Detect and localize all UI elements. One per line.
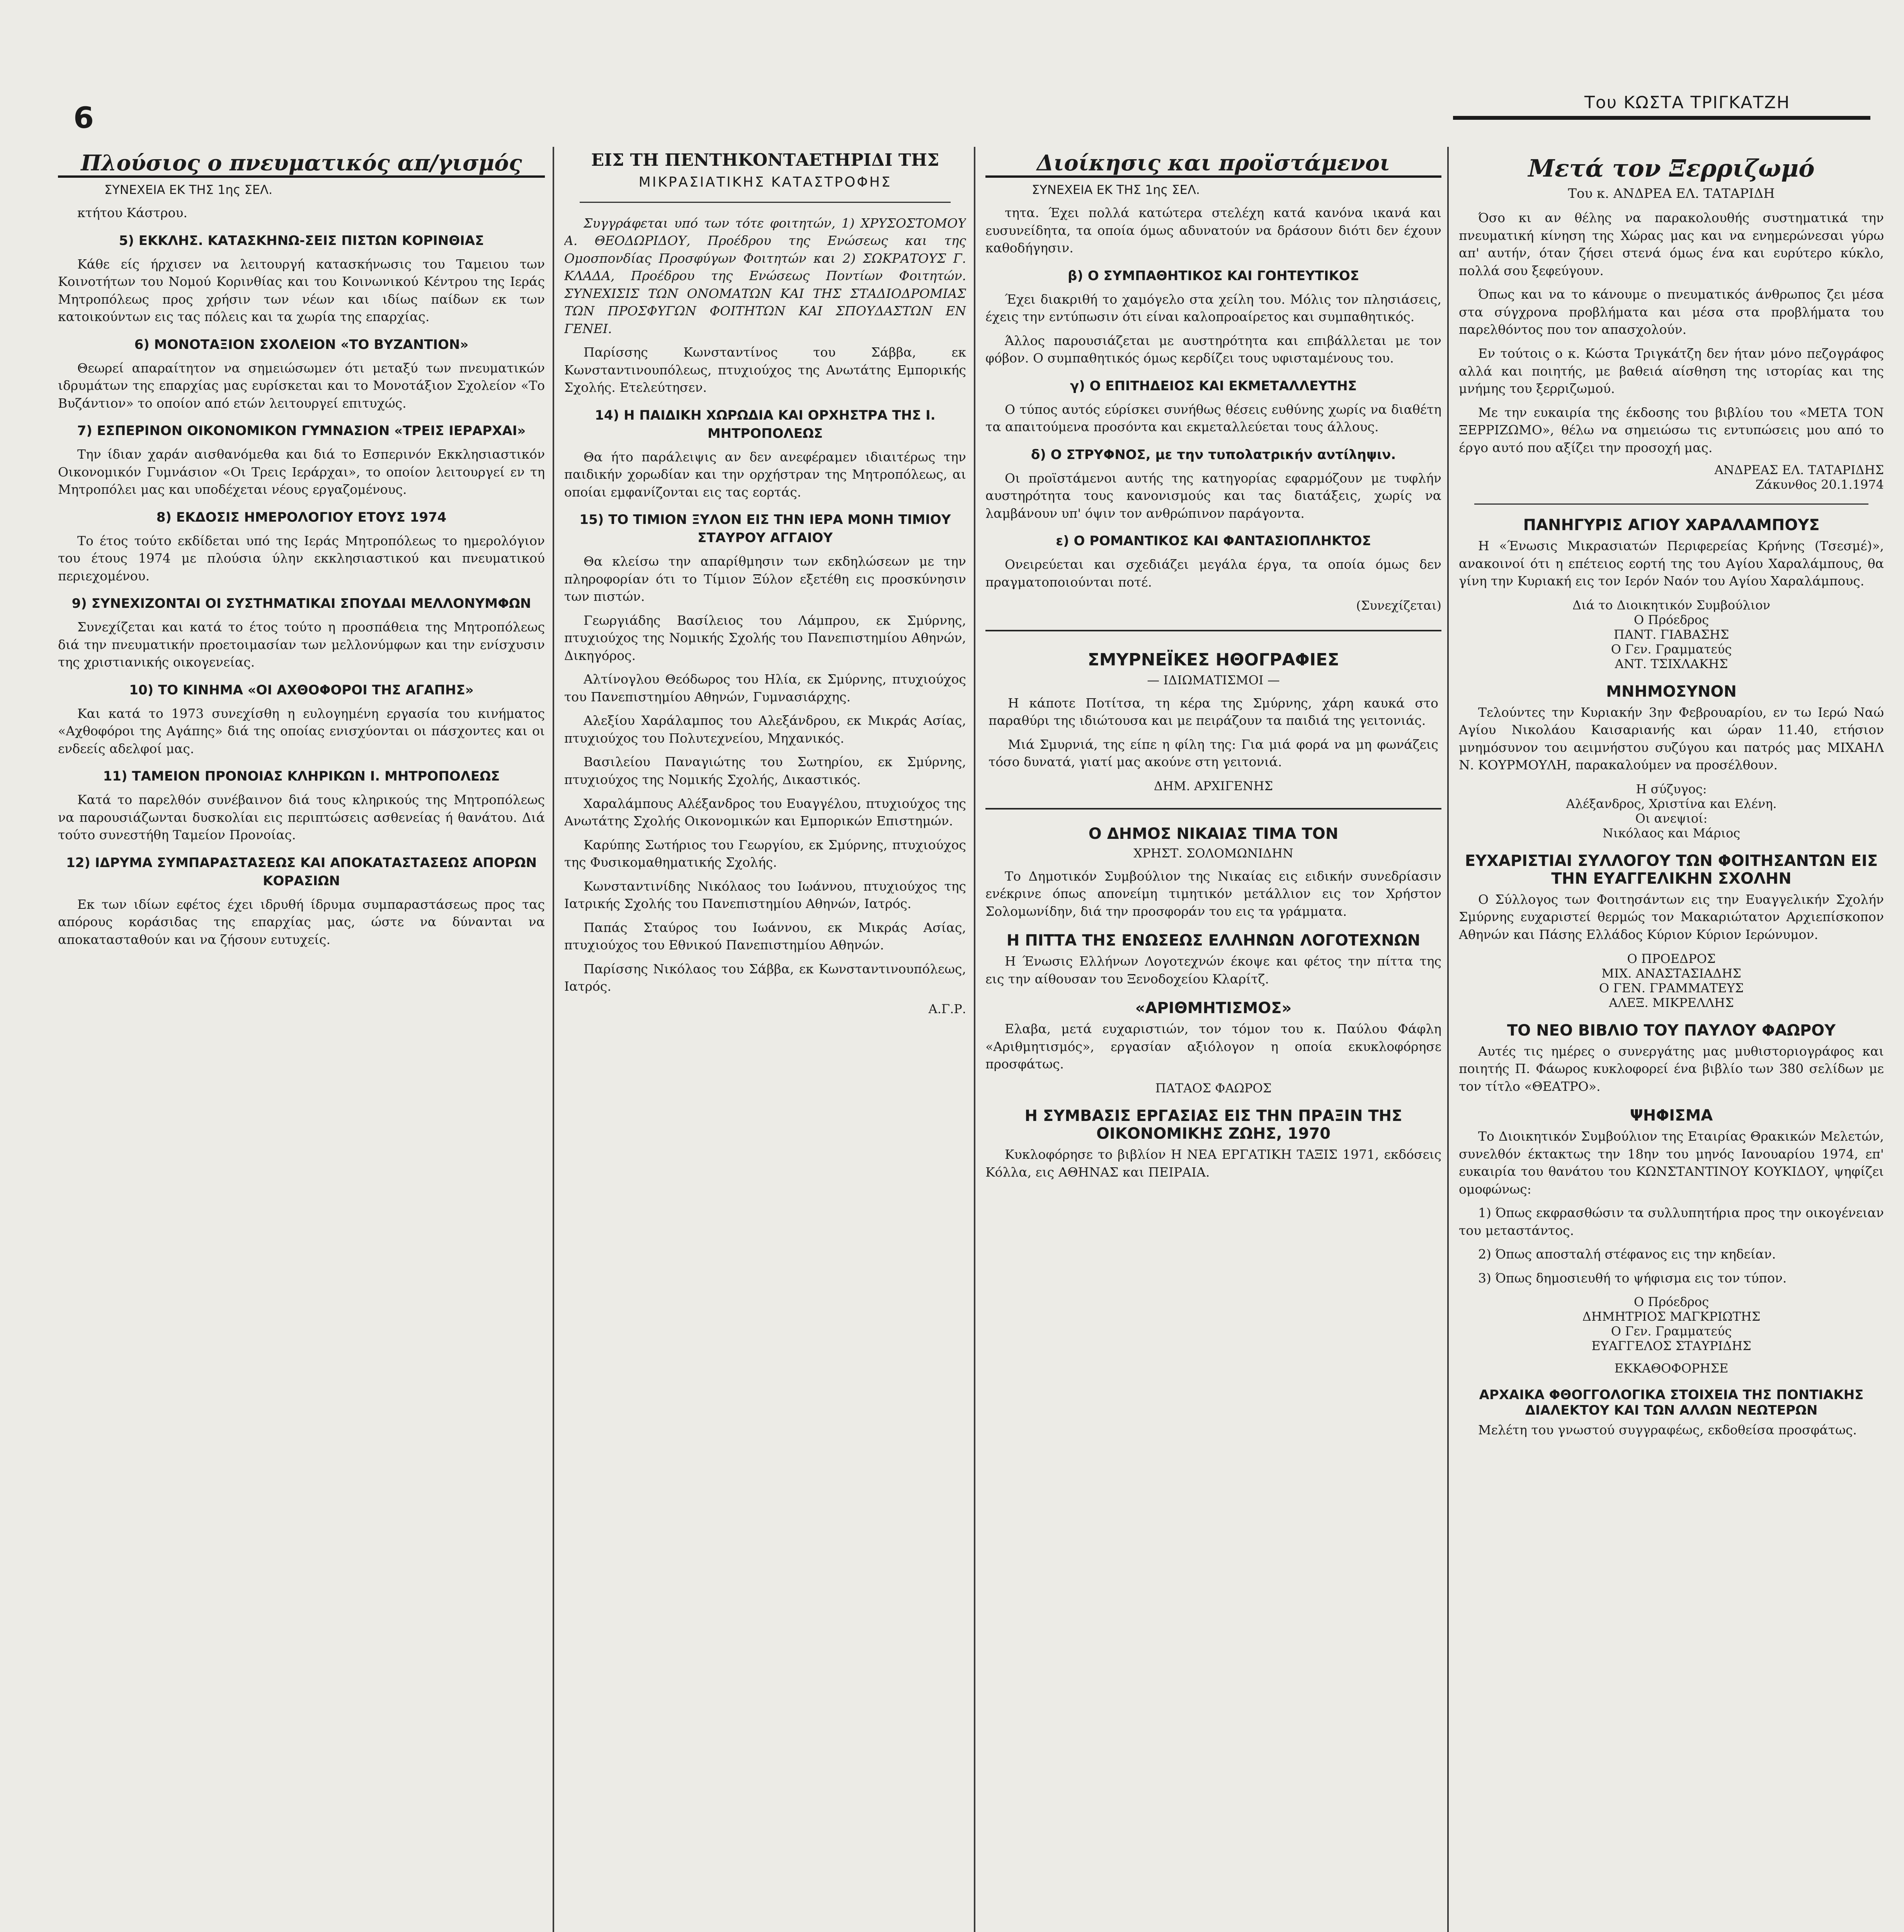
col1-p: Εκ των ιδίων εφέτος έχει ιδρυθή ίδρυμα συμπαραστάσεως προς τας απόρους κοράσιδας της επαρχίας μας, ώστε να δύνανται να αποκατασταθούν και να ζήσουν ευτυχείς. [58,896,545,947]
col2-title: ΕΙΣ ΤΗ ΠΕΝΤΗΚΟΝΤΑΕΤΗΡΙΔΙ ΤΗΣ [591,150,939,170]
notice-sign-line: Ο ΠΡΟΕΔΡΟΣ [1627,951,1716,966]
col3-box-smyrna [985,630,1441,810]
notice-sign-line: ΑΛΕΞ. ΜΙΚΡΕΛΛΗΣ [1609,995,1734,1010]
col2-p: Παρίσσης Νικόλαος του Σάββα, εκ Κωνσταντινουπόλεως, Ιατρός. [564,961,966,994]
notice-pre: ΕΚΚΑΘΟΦΟΡΗΣΕ [1614,1361,1729,1376]
col3-box4-title: «ΑΡΙΘΜΗΤΙΣΜΟΣ» [1135,999,1292,1017]
notice-body [1459,704,1884,774]
col3-p: Έχει διακριθή το χαμόγελο στα χείλη του. Μόλις τον πλησιάσεις, έχεις την εντύπωσιν ότι είναι καλοπροαίρετος και συμπαθητικός. [985,291,1441,325]
notice-body [1459,1421,1884,1439]
col2-p: Βασιλείου Παναγιώτης του Σωτηρίου, εκ Σμύρνης, πτυχιούχος της Νομικής Σχολής, Δικαστικός. [564,754,966,787]
column-divider [553,147,554,1932]
notice-p: 2) Όπως αποσταλή στέφανος εις την κηδείαν. [1478,1247,1776,1262]
notice-sign [1459,951,1884,1010]
box4-p: Ελαβα, μετά ευχαριστιών, τον τόμον του κ. Παύλου Φάφλη «Αριθμητισμός», εργασίαν αξιόλογον η οποία εκυκλοφόρησε προσφάτως. [985,1021,1441,1072]
notice-body [1459,1128,1884,1287]
box-p: Η κάποτε Ποτίτσα, τη κέρα της Σμύρνης, χάρη καυκά στο παραθύρι της ιδιώτουσα και με πειράζουν τα παιδιά της γειτονιάς. [989,695,1438,728]
notice-title: ΨΗΦΙΣΜΑ [1630,1107,1713,1125]
col3-section: δ) Ο ΣΤΡΥΦΝΟΣ, με την τυπολατρικήν αντίληψιν. [1031,447,1396,463]
col4-byline: Του κ. ΑΝΔΡΕΑ ΕΛ. ΤΑΤΑΡΙΔΗ [1568,186,1775,202]
notice-sign [1459,598,1884,671]
box-body [989,694,1438,771]
col3-p: Οι προϊστάμενοι αυτής της κατηγορίας εφαρμόζουν με τυφλήν αυστηρότητα τους κανονισμούς και τας διατάξεις, χωρίς να λαμβάνουν υπ' όψιν τον ανθρώπινον παράγοντα. [985,470,1441,521]
col4-p: Με την ευκαιρία της έκδοσης του βιβλίου του «ΜΕΤΑ ΤΟΝ ΞΕΡΡΙΖΩΜΟ», θέλω να σημειώσω τις εντυπώσεις μου από το έργο αυτό που αξίζει την προσοχή μας. [1459,405,1884,455]
col2-p: Παρίσσης Κωνσταντίνος του Σάββα, εκ Κωνσταντινουπόλεως, πτυχιούχος της Ανωτάτης Εμπορικής Σχολής. Ετελεύτησεν. [564,345,966,395]
notice-title: ΤΟ ΝΕΟ ΒΙΒΛΙΟ ΤΟΥ ΠΑΥΛΟΥ ΦΑΩΡΟΥ [1507,1021,1836,1039]
col2-section: 15) ΤΟ ΤΙΜΙΟΝ ΞΥΛΟΝ ΕΙΣ ΤΗΝ ΙΕΡΑ ΜΟΝΗ ΤΙΜΙΟΥ ΣΤΑΥΡΟΥ ΑΓΓΑΙΟΥ [579,512,951,546]
box3-p: Η Ένωσις Ελλήνων Λογοτεχνών έκοψε και φέτος την πίττα της εις την αίθουσαν του Ξενοδοχείου Κλαρίτζ. [985,954,1441,986]
notice-sign-line: ΔΗΜΗΤΡΙΟΣ ΜΑΓΚΡΙΩΤΗΣ [1582,1309,1761,1324]
col3-box3-title: Η ΠΙΤΤΑ ΤΗΣ ΕΝΩΣΕΩΣ ΕΛΛΗΝΩΝ ΛΟΓΟΤΕΧΝΩΝ [1006,932,1421,950]
col2-section: 14) Η ΠΑΙΔΙΚΗ ΧΩΡΩΔΙΑ ΚΑΙ ΟΡΧΗΣΤΡΑ ΤΗΣ Ι. ΜΗΤΡΟΠΟΛΕΩΣ [595,407,936,441]
column-divider [1447,147,1449,1932]
col1-section: 9) ΣΥΝΕΧΙΖΟΝΤΑΙ ΟΙ ΣΥΣΤΗΜΑΤΙΚΑΙ ΣΠΟΥΔΑΙ ΜΕΛΛΟΝΥΜΦΩΝ [71,596,531,612]
notice-sign-line: Ο Γεν. Γραμματεύς [1611,641,1732,656]
col3-section: γ) Ο ΕΠΙΤΗΔΕΙΟΣ ΚΑΙ ΕΚΜΕΤΑΛΛΕΥΤΗΣ [1070,378,1357,394]
notice-sign-line: Νικόλαος και Μάριος [1602,825,1741,840]
col1-p: Συνεχίζεται και κατά το έτος τούτο η προσπάθεια της Μητροπόλεως διά την πνευματικήν προετοιμασίαν των μελλονύμφων και την ενίσχυσιν της χριστιανικής οικογενείας. [58,619,545,670]
col3-title: Διοίκησις και προϊστάμενοι [985,151,1441,178]
col2-body [564,214,966,995]
col2-signature: Α.Γ.Ρ. [928,1001,966,1016]
col1-section: 12) ΙΔΡΥΜΑ ΣΥΜΠΑΡΑΣΤΑΣΕΩΣ ΚΑΙ ΑΠΟΚΑΤΑΣΤΑΣΕΩΣ ΑΠΟΡΩΝ ΚΟΡΑΣΙΩΝ [66,855,537,889]
notice-sign-line: Ο Πρόεδρος [1633,1294,1709,1310]
notice-sign-line: Οι ανεψιοί: [1635,811,1708,826]
column-divider [974,147,975,1932]
col1-continued: ΣΥΝΕΧΕΙΑ ΕΚ ΤΗΣ 1ης ΣΕΛ. [104,182,273,197]
notice-title: ΜΝΗΜΟΣΥΝΟΝ [1606,682,1737,701]
col2-p: Παπάς Σταύρος του Ιωάννου, εκ Μικράς Ασίας, πτυχιούχος του Εθνικού Πανεπιστημίου Αθηνών. [564,920,966,953]
col2-p: Αλτίνογλου Θεόδωρος του Ηλία, εκ Σμύρνης, πτυχιούχος του Πανεπιστημίου Αθηνών, Γυμνασιάρχης. [564,672,966,704]
notice-sign-line: Ο ΓΕΝ. ΓΡΑΜΜΑΤΕΥΣ [1599,980,1744,995]
notice-sign-line: Ο Πρόεδρος [1633,612,1709,627]
box-subtitle: — ΙΔΙΩΜΑΤΙΣΜΟΙ — [1147,672,1280,687]
notice-p: 3) Όπως δημοσιευθή το ψήφισμα εις τον τύπον. [1478,1270,1787,1286]
column-4 [1459,116,1884,1932]
notice-sign-line: ΠΑΝΤ. ΓΙΑΒΑΣΗΣ [1613,627,1729,642]
col2-p: Καρύπης Σωτήριος του Γεωργίου, εκ Σμύρνης, πτυχιούχος της Φυσικομαθηματικής Σχολής. [564,837,966,870]
col4-p: Όσο κι αν θέλης να παρακολουθής συστηματικά την πνευματική κίνηση της Χώρας μας και να ενημερώνεσαι γύρω απ' αυτήν, όταν ζήσει στενά όμως ένα και ευρύτερο κύκλο, πολλά σου ξεφεύγουν. [1459,210,1884,278]
notice-sign-line: Διά το Διοικητικόν Συμβούλιον [1572,597,1770,612]
col2-subtitle: ΜΙΚΡΑΣΙΑΤΙΚΗΣ ΚΑΤΑΣΤΡΟΦΗΣ [638,174,892,190]
notice-sign-line: Αλέξανδρος, Χριστίνα και Ελένη. [1566,796,1777,811]
notice-sign-line: ΜΙΧ. ΑΝΑΣΤΑΣΙΑΔΗΣ [1601,966,1741,981]
col1-title: Πλούσιος ο πνευματικός απ/γισμός [58,151,545,178]
col1-p: Θεωρεί απαραίτητον να σημειώσωμεν ότι μεταξύ των πνευματικών ιδρυμάτων της επαρχίας μας ευρίσκεται και το Μονοτάξιον Σχολείον «Το Βυζάντιον» το οποίον από ετών λειτουργεί επιτυχώς. [58,360,545,411]
notice-p: Η «Ένωσις Μικρασιατών Περιφερείας Κρήνης (Τσεσμέ)», ανακοινοί ότι η επέτειος εορτή της του Αγίου Χαραλάμπους, θα γίνη την Κυριακή εις τον Ιερόν Ναόν του Αγίου Χαραλάμπους. [1459,538,1884,589]
col3-box4-body [985,1020,1441,1073]
col4-place: Ζάκυνθος 20.1.1974 [1755,477,1884,492]
col1-p: Το έτος τούτο εκδίδεται υπό της Ιεράς Μητροπόλεως το ημερολόγιον του έτους 1974 με πλούσια ύλην εκκλησιαστικού και πνευματικού περιεχομένου. [58,533,545,583]
notice-sign-line: ΕΥΑΓΓΕΛΟΣ ΣΤΑΥΡΙΔΗΣ [1591,1338,1751,1354]
box-title: ΣΜΥΡΝΕΪΚΕΣ ΗΘΟΓΡΑΦΙΕΣ [1087,650,1339,670]
column-2 [564,116,966,1932]
box-p: Μιά Σμυρνιά, της είπε η φίλη της: Για μιά φορά να μη φωνάζεις τόσο δυνατά, γιατί μας ακούνε στη γειτονιά. [989,736,1438,770]
col1-p: κτήτου Κάστρου. [77,205,187,221]
notice-p: Ο Σύλλογος των Φοιτησάντων εις την Ευαγγελικήν Σχολήν Σμύρνης ευχαριστεί θερμώς τον Μακαριώτατον Αρχιεπίσκοπον Αθηνών και Πάσης Ελλάδος Κύριον Κύριον Ιερώνυμον. [1459,891,1884,942]
col4-body [1459,209,1884,456]
col3-continued-note: (Συνεχίζεται) [1356,598,1441,613]
notice-p: Μελέτη του γνωστού συγγραφέως, εκδοθείσα προσφάτως. [1478,1422,1857,1438]
notice-sign [1459,782,1884,840]
col3-box2-body [985,867,1441,920]
col2-rule [580,202,951,203]
col3-p: Ονειρεύεται και σχεδιάζει μεγάλα έργα, τα οποία όμως δεν πραγματοποιούνται ποτέ. [985,557,1441,590]
col2-p: Χαραλάμπους Αλέξανδρος του Ευαγγέλου, πτυχιούχος της Ανωτάτης Σχολής Οικονομικών και Εμπορικών Επιστημών. [564,796,966,829]
col3-box4-signature: ΠΑΤΑΟΣ ΦΑΩΡΟΣ [1155,1080,1272,1095]
notice-sign-line: Ο Γεν. Γραμματεύς [1611,1324,1732,1339]
col4-p: Εν τούτοις ο κ. Κώστα Τριγκάτζη δεν ήταν μόνο πεζογράφος αλλά και ποιητής, με βαθειά αίσθηση της ιστορίας και της μνήμης του ξερριζωμού. [1459,346,1884,396]
col1-section: 6) ΜΟΝΟΤΑΞΙΟΝ ΣΧΟΛΕΙΟΝ «ΤΟ ΒΥΖΑΝΤΙΟΝ» [134,337,469,352]
notice-body [1459,1043,1884,1095]
col2-p: Θα κλείσω την απαρίθμησιν των εκδηλώσεων με την πληροφορίαν ότι το Τίμιον Ξύλον εξετέθη εις προσκύνησιν των πιστών. [564,554,966,604]
notice-sign-line: ΑΝΤ. ΤΣΙΧΛΑΚΗΣ [1615,656,1728,671]
notice-p: Αυτές τις ημέρες ο συνεργάτης μας μυθιστοριογράφος και ποιητής Π. Φάωρος κυκλοφορεί ένα βιβλίο των 380 σελίδων με τον τίτλο «ΘΕΑΤΡΟ». [1459,1043,1884,1094]
col4-signature: ΑΝΔΡΕΑΣ ΕΛ. ΤΑΤΑΡΙΔΗΣ [1714,463,1884,478]
notice-sign [1459,1294,1884,1353]
col1-section: 10) ΤΟ ΚΙΝΗΜΑ «ΟΙ ΑΧΘΟΦΟΡΟΙ ΤΗΣ ΑΓΑΠΗΣ» [129,682,474,698]
col4-p: Όπως και να το κάνουμε ο πνευματικός άνθρωπος ζει μέσα στα σύγχρονα προβλήματα και μέσα στα προβλήματα του παρελθόντος που τον απασχολούν. [1459,287,1884,337]
notice-title: ΑΡΧΑΙΚΑ ΦΘΟΓΓΟΛΟΓΙΚΑ ΣΤΟΙΧΕΙΑ ΤΗΣ ΠΟΝΤΙΑΚΗΣ ΔΙΑΛΕΚΤΟΥ ΚΑΙ ΤΩΝ ΑΛΛΩΝ ΝΕΩΤΕΡΩΝ [1479,1387,1864,1418]
col3-section: β) Ο ΣΥΜΠΑΘΗΤΙΚΟΣ ΚΑΙ ΓΟΗΤΕΥΤΙΚΟΣ [1068,268,1359,284]
col3-box3-body [985,952,1441,988]
notice-title: ΕΥΧΑΡΙΣΤΙΑΙ ΣΥΛΛΟΓΟΥ ΤΩΝ ΦΟΙΤΗΣΑΝΤΩΝ ΕΙΣ ΤΗΝ ΕΥΑΓΓΕΛΙΚΗΝ ΣΧΟΛΗΝ [1465,852,1878,888]
notice-title: ΠΑΝΗΓΥΡΙΣ ΑΓΙΟΥ ΧΑΡΑΛΑΜΠΟΥΣ [1523,516,1820,534]
col4-title: Μετά τον Ξερριζωμό [1528,154,1815,182]
column-3 [985,116,1441,1932]
col3-box2-title: Ο ΔΗΜΟΣ ΝΙΚΑΙΑΣ ΤΙΜΑ ΤΟΝ [1088,825,1339,843]
col3-box5-body [985,1146,1441,1181]
col1-p: Κατά το παρελθόν συνέβαινον διά τους κληρικούς της Μητροπόλεως να παρουσιάζωνται δυσκολίαι εις περιπτώσεις ασθενείας ή θανάτου. Διά τούτο συνεστήθη Ταμείον Προνοίας. [58,792,545,843]
col3-section: ε) Ο ΡΟΜΑΝΤΙΚΟΣ ΚΑΙ ΦΑΝΤΑΣΙΟΠΛΗΚΤΟΣ [1056,533,1371,549]
col2-intro: Συγγράφεται υπό των τότε φοιτητών, 1) ΧΡΥΣΟΣΤΟΜΟΥ Α. ΘΕΟΔΩΡΙΔΟΥ, Προέδρου της Ενώσεως και της Ομοσπονδίας Προσφύγων Φοιτητών και 2) ΣΩΚΡΑΤΟΥΣ Γ. ΚΛΑΔΑ, Προέδρου της Ενώσεως Ποντίων Φοιτητών. ΣΥΝΕΧΙΣΙΣ ΤΩΝ ΟΝΟΜΑΤΩΝ ΚΑΙ ΤΗΣ ΣΤΑΔΙΟΔΡΟΜΙΑΣ ΤΩΝ ΠΡΟΣΦΥΓΩΝ ΦΟΙΤΗΤΩΝ ΚΑΙ ΣΠΟΥΔΑΣΤΩΝ ΕΝ ΓΕΝΕΙ. [564,215,966,336]
col1-section: 7) ΕΣΠΕΡΙΝΟΝ ΟΙΚΟΝΟΜΙΚΟΝ ΓΥΜΝΑΣΙΟΝ «ΤΡΕΙΣ ΙΕΡΑΡΧΑΙ» [77,423,526,439]
col1-section: 5) ΕΚΚΛΗΣ. ΚΑΤΑΣΚΗΝΩ-ΣΕΙΣ ΠΙΣΤΩΝ ΚΟΡΙΝΘΙΑΣ [119,233,484,248]
col3-p: Άλλος παρουσιάζεται με αυστηρότητα και επιβάλλεται με τον φόβον. Ο συμπαθητικός όμως κερδίζει τους υφισταμένους του. [985,333,1441,366]
box2-p: Το Δημοτικόν Συμβούλιον της Νικαίας εις ειδικήν συνεδρίασιν ενέκρινε όπως απονείμη τιμητικόν μετάλλιον εις τον Χρήστον Σολομωνίδην, διά την προσφοράν του εις τα γράμματα. [985,868,1441,919]
box-signature: ΔΗΜ. ΑΡΧΙΓΕΝΗΣ [1154,778,1273,793]
col3-p: τητα. Έχει πολλά κατώτερα στελέχη κατά κανόνα ικανά και ευσυνείδητα, τα οποία όμως αδυνατούν να δράσουν διότι δεν έχουν καθοδήγησιν. [985,205,1441,256]
running-head: Του ΚΩΣΤΑ ΤΡΙΓΚΑΤΖΗ [1584,93,1790,112]
page-number: 6 [73,100,94,135]
col3-p: Ο τύπος αυτός εύρίσκει συνήθως θέσεις ευθύνης χωρίς να διαθέτη τα απαιτούμενα προσόντα και εκμεταλλεύεται τους άλλους. [985,401,1441,435]
notice-body [1459,537,1884,590]
col1-p: Και κατά το 1973 συνεχίσθη η ευλογημένη εργασία του κινήματος «Αχθοφόροι της Αγάπης» διά της οποίας ενισχύονται οι πάσχοντες και οι ενδεείς αδελφοί μας. [58,706,545,756]
col3-body [985,204,1441,614]
col1-section: 11) ΤΑΜΕΙΟΝ ΠΡΟΝΟΙΑΣ ΚΛΗΡΙΚΩΝ Ι. ΜΗΤΡΟΠΟΛΕΩΣ [103,769,500,784]
notice-p: Το Διοικητικόν Συμβούλιον της Εταιρίας Θρακικών Μελετών, συνελθόν έκτακτως την 18ην του μηνός Ιανουαρίου 1974, επ' ευκαιρία του θανάτου του ΚΩΝΣΤΑΝΤΙΝΟΥ ΚΟΥΚΙΔΟΥ, ψηφίζει ομοφώνως: [1459,1129,1884,1197]
col1-body [58,204,545,948]
col2-p: Κωνσταντινίδης Νικόλαος του Ιωάννου, πτυχιούχος της Ιατρικής Σχολής του Πανεπιστημίου Αθηνών, Ιατρός. [564,878,966,912]
box5-p: Κυκλοφόρησε το βιβλίον Η ΝΕΑ ΕΡΓΑΤΙΚΗ ΤΑΞΙΣ 1971, εκδόσεις Κόλλα, εις ΑΘΗΝΑΣ και ΠΕΙΡΑΙΑ. [985,1146,1441,1180]
col1-p: Κάθε είς ήρχισεν να λειτουργή κατασκήνωσις του Ταμειου των Κοινοτήτων του Νομού Κορινθίας και του Κοινωνικού Κέντρου της Ιεράς Μητροπόλεως προς χρήσιν των νέων και ιδίως παίδων εκ των κατοικούντων εις τας πόλεις και τα χωρία της επαρχίας. [58,256,545,325]
col2-p: Αλεξίου Χαράλαμπος του Αλεξάνδρου, εκ Μικράς Ασίας, πτυχιούχος του Πολυτεχνείου, Μηχανικός. [564,713,966,746]
col3-box2-subtitle: ΧΡΗΣΤ. ΣΟΛΟΜΩΝΙΔΗΝ [1133,845,1293,861]
column-1 [58,116,545,1932]
col3-box5-title: Η ΣΥΜΒΑΣΙΣ ΕΡΓΑΣΙΑΣ ΕΙΣ ΤΗΝ ΠΡΑΞΙΝ ΤΗΣ ΟΙΚΟΝΟΜΙΚΗΣ ΖΩΗΣ, 1970 [1024,1107,1402,1143]
col2-p: Γεωργιάδης Βασίλειος του Λάμπρου, εκ Σμύρνης, πτυχιούχος της Νομικής Σχολής του Πανεπιστημίου Αθηνών, Δικηγόρος. [564,612,966,663]
col3-continued: ΣΥΝΕΧΕΙΑ ΕΚ ΤΗΣ 1ης ΣΕΛ. [1032,182,1200,197]
notice-sign-line: Η σύζυγος: [1636,781,1707,796]
notice-body [1459,891,1884,944]
col1-p: Την ίδιαν χαράν αισθανόμεθα και διά το Εσπερινόν Εκκλησιαστικόν Οικονομικόν Γυμνάσιον «Οι Τρεις Ιεράρχαι», το οποίον λειτουργεί εν τη Μητροπόλει μας και υποδέχεται νέους εργαζομένους. [58,447,545,497]
col2-p: Θα ήτο παράλειψις αν δεν ανεφέραμεν ιδιαιτέρως την παιδικήν χορωδίαν και την ορχήστραν της Μητροπόλεως, αι οποίαι εμφανίζονται εις τας εορτάς. [564,449,966,500]
notice-p: Τελούντες την Κυριακήν 3ην Φεβρουαρίου, εν τω Ιερώ Ναώ Αγίου Νικολάου Καισαριανής και ώραν 11.40, ετήσιον μνημόσυνον του αειμνήστου συζύγου και πατρός μας ΜΙΧΑΗΛ Ν. ΚΟΥΡΜΟΥΛΗ, παρακαλούμεν να προσέλθουν. [1459,704,1884,773]
notice-p: 1) Όπως εκφρασθώσιν τα συλλυπητήρια προς την οικογένειαν του μεταστάντος. [1459,1205,1884,1238]
col4-rule [1474,503,1868,505]
col1-section: 8) ΕΚΔΟΣΙΣ ΗΜΕΡΟΛΟΓΙΟΥ ΕΤΟΥΣ 1974 [156,509,447,525]
